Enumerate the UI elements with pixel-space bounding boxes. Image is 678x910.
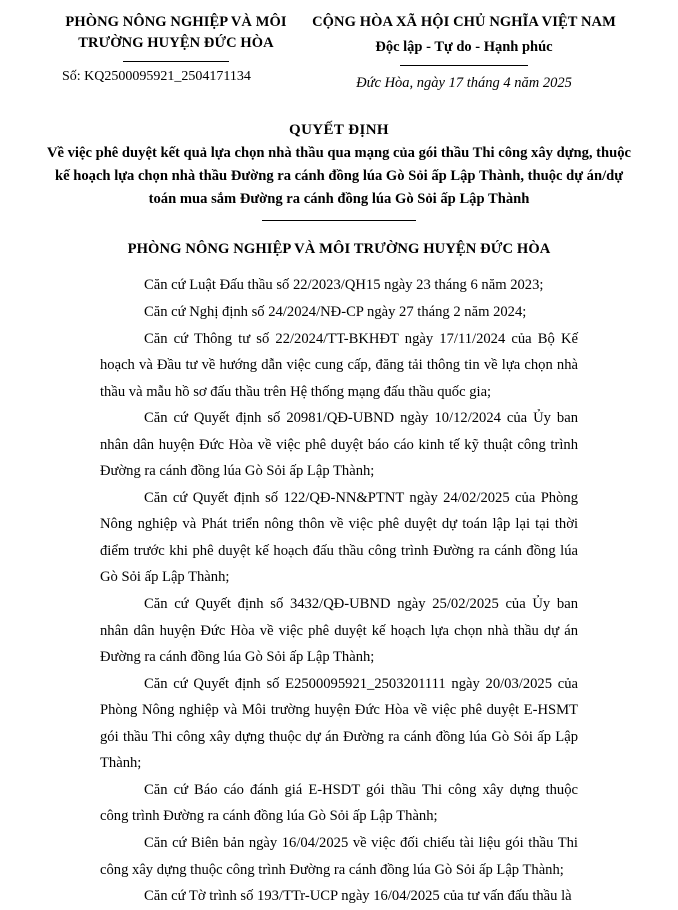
issuing-organization-name: PHÒNG NÔNG NGHIỆP VÀ MÔI TRƯỜNG HUYỆN ĐỨC HÒA [65, 14, 287, 51]
legal-basis-paragraph: Căn cứ Quyết định số E2500095921_2503201111 ngày 20/03/2025 của Phòng Nông nghiệp và Môi trường huyện Đức Hòa về việc phê duyệt E-HSMT gói thầu Thi công xây dựng thuộc dự án Đường ra cánh đồng lúa Gò Sỏi ấp Lập Thành; [100, 675, 578, 772]
header-left-block [36, 12, 292, 85]
legal-basis-paragraph: Căn cứ Nghị định số 24/2024/NĐ-CP ngày 27 tháng 2 năm 2024; [144, 304, 527, 321]
title-block [0, 122, 678, 221]
header-left-divider [123, 61, 229, 62]
legal-basis-paragraph: Căn cứ Quyết định số 122/QĐ-NN&PTNT ngày 24/02/2025 của Phòng Nông nghiệp và Phát triển nông thôn về việc phê duyệt dự toán lập lại tại thời điểm trước khi phê duyệt kế hoạch đấu thầu công trình Đường ra cánh đồng lúa Gò Sỏi ấp Lập Thành; [100, 489, 578, 586]
legal-basis-paragraph: Căn cứ Báo cáo đánh giá E-HSDT gói thầu Thi công xây dựng thuộc công trình Đường ra cánh đồng lúa Gò Sỏi ấp Lập Thành; [100, 781, 578, 825]
legal-basis-paragraph: Căn cứ Quyết định số 3432/QĐ-UBND ngày 25/02/2025 của Ủy ban nhân dân huyện Đức Hòa về việc phê duyệt kế hoạch lựa chọn nhà thầu dự án Đường ra cánh đồng lúa Gò Sỏi ấp Lập Thành; [100, 596, 578, 666]
header-right-divider [400, 65, 528, 66]
legal-basis-paragraph: Căn cứ Biên bản ngày 16/04/2025 về việc đối chiếu tài liệu gói thầu Thi công xây dựng thuộc công trình Đường ra cánh đồng lúa Gò Sỏi ấp Lập Thành; [100, 834, 578, 878]
national-title: CỘNG HÒA XÃ HỘI CHỦ NGHĨA VIỆT NAM [312, 14, 616, 30]
decision-subject: Về việc phê duyệt kết quả lựa chọn nhà thầu qua mạng của gói thầu Thi công xây dựng, thuộc kế hoạch lựa chọn nhà thầu Đường ra cánh đồng lúa Gò Sỏi ấp Lập Thành, thuộc dự án/dự toán mua sắm Đường ra cánh đồng lúa Gò Sỏi ấp Lập Thành [46, 145, 632, 208]
legal-basis-paragraph: Căn cứ Quyết định số 20981/QĐ-UBND ngày 10/12/2024 của Ủy ban nhân dân huyện Đức Hòa về việc phê duyệt báo cáo kinh tế kỹ thuật công trình Đường ra cánh đồng lúa Gò Sỏi ấp Lập Thành; [100, 410, 578, 480]
title-divider [262, 220, 416, 221]
document-body [0, 272, 678, 909]
legal-basis-paragraph: Căn cứ Luật Đấu thầu số 22/2023/QH15 ngày 23 tháng 6 năm 2023; [144, 277, 544, 294]
issuing-authority: PHÒNG NÔNG NGHIỆP VÀ MÔI TRƯỜNG HUYỆN ĐỨC HÒA [127, 241, 551, 258]
document-number: Số: KQ2500095921_2504171134 [62, 69, 251, 85]
place-and-date: Đức Hòa, ngày 17 tháng 4 năm 2025 [356, 75, 572, 92]
national-motto: Độc lập - Tự do - Hạnh phúc [375, 38, 553, 55]
document-header [0, 0, 678, 92]
legal-basis-paragraph: Căn cứ Thông tư số 22/2024/TT-BKHĐT ngày 17/11/2024 của Bộ Kế hoạch và Đầu tư về hướng dẫn việc cung cấp, đăng tải thông tin về lựa chọn nhà thầu và mẫu hồ sơ đấu thầu trên Hệ thống mạng đấu thầu quốc gia; [100, 330, 578, 400]
header-right-block [292, 12, 642, 92]
legal-basis-paragraph: Căn cứ Tờ trình số 193/TTr-UCP ngày 16/04/2025 của tư vấn đấu thầu là [144, 888, 572, 905]
decision-heading: QUYẾT ĐỊNH [289, 122, 389, 139]
